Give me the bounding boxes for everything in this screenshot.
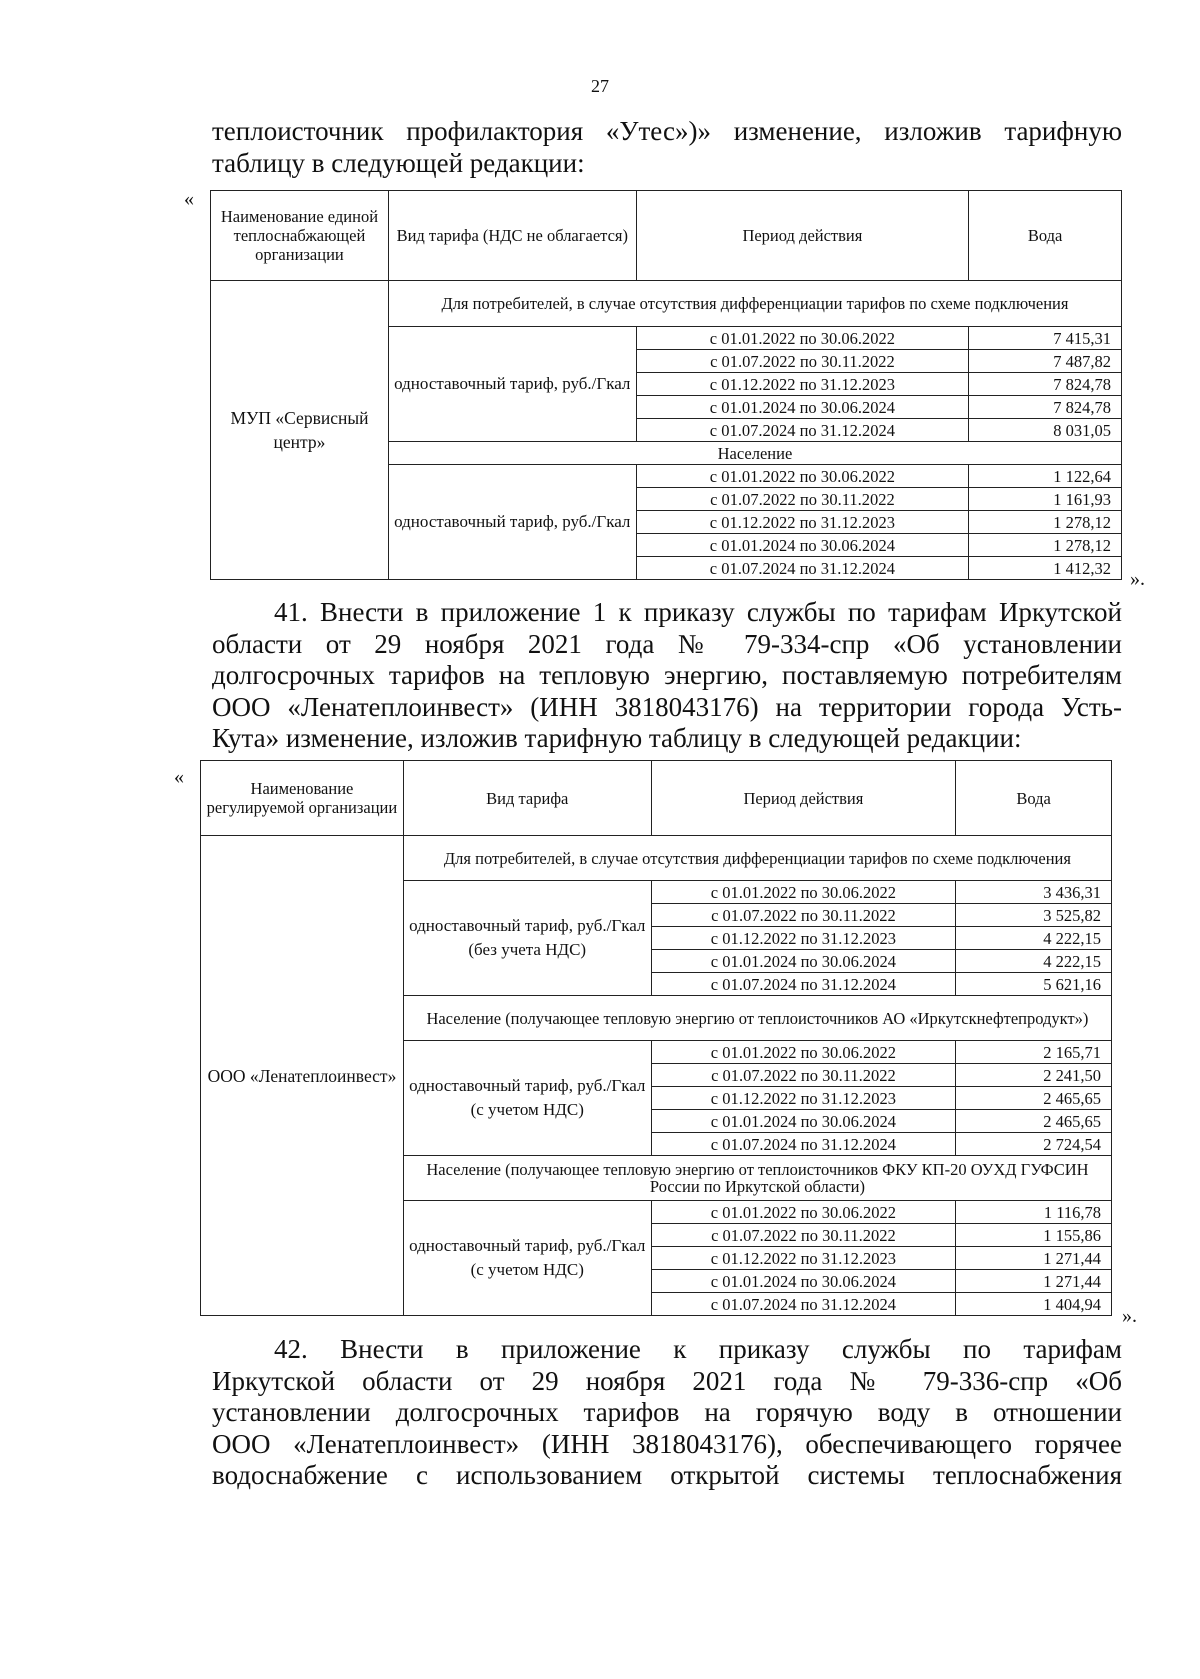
- period-cell: с 01.07.2024 по 31.12.2024: [651, 1133, 956, 1156]
- paragraph-42-text: 42. Внести в приложение к приказу службы по тарифам: [274, 1334, 1122, 1364]
- value-cell: 2 465,65: [956, 1087, 1112, 1110]
- value-cell: 3 525,82: [956, 904, 1112, 927]
- period-cell: с 01.07.2024 по 31.12.2024: [636, 419, 969, 442]
- header-water: Вода: [956, 761, 1112, 836]
- value-cell: 4 222,15: [956, 927, 1112, 950]
- header-kind: Вид тарифа: [403, 761, 651, 836]
- value-cell: 7 824,78: [969, 373, 1122, 396]
- tariff-kind-cell: одноставочный тариф, руб./Гкал (без учета НДС): [403, 881, 651, 996]
- table1-close-quote: ».: [1130, 568, 1145, 590]
- value-cell: 7 487,82: [969, 350, 1122, 373]
- section-title: Население: [388, 442, 1121, 465]
- section-title: Население (получающее тепловую энергию от теплоисточников АО «Иркутскнефтепродукт»): [403, 996, 1111, 1041]
- value-cell: 2 465,65: [956, 1110, 1112, 1133]
- table1-open-quote: «: [184, 188, 194, 210]
- period-cell: с 01.07.2024 по 31.12.2024: [651, 973, 956, 996]
- value-cell: 2 241,50: [956, 1064, 1112, 1087]
- period-cell: с 01.01.2022 по 30.06.2022: [651, 881, 956, 904]
- table2-open-quote: «: [174, 766, 184, 788]
- period-cell: с 01.07.2022 по 30.11.2022: [636, 488, 969, 511]
- value-cell: 7 824,78: [969, 396, 1122, 419]
- value-cell: 3 436,31: [956, 881, 1112, 904]
- intro-line: таблицу в следующей редакции:: [212, 147, 585, 178]
- header-water: Вода: [969, 191, 1122, 281]
- paragraph-42-line: установлении долгосрочных тарифов на горячую воду в отношении: [212, 1397, 1122, 1427]
- period-cell: с 01.12.2022 по 31.12.2023: [651, 1247, 956, 1270]
- paragraph-41-text: 41. Внести в приложение 1 к приказу службы по тарифам Иркутской: [274, 597, 1122, 627]
- tariff-table-1: [210, 190, 1122, 580]
- tariff-kind-cell: одноставочный тариф, руб./Гкал: [388, 465, 636, 580]
- period-cell: с 01.01.2022 по 30.06.2022: [636, 465, 969, 488]
- period-cell: с 01.07.2022 по 30.11.2022: [651, 904, 956, 927]
- period-cell: с 01.01.2024 по 30.06.2024: [651, 950, 956, 973]
- period-cell: с 01.07.2022 по 30.11.2022: [651, 1064, 956, 1087]
- value-cell: 2 165,71: [956, 1041, 1112, 1064]
- period-cell: с 01.07.2024 по 31.12.2024: [636, 557, 969, 580]
- value-cell: 2 724,54: [956, 1133, 1112, 1156]
- period-cell: с 01.07.2022 по 30.11.2022: [636, 350, 969, 373]
- header-kind: Вид тарифа (НДС не облагается): [388, 191, 636, 281]
- section-title: Для потребителей, в случае отсутствия дифференциации тарифов по схеме подключения: [388, 281, 1121, 327]
- header-org: Наименование единой теплоснабжающей организации: [211, 191, 389, 281]
- org-name-cell: МУП «Сервисный центр»: [211, 281, 389, 580]
- value-cell: 1 155,86: [956, 1224, 1112, 1247]
- tariff-table-2: [200, 760, 1112, 1316]
- tariff-kind-cell: одноставочный тариф, руб./Гкал: [388, 327, 636, 442]
- value-cell: 1 412,32: [969, 557, 1122, 580]
- paragraph-42-line: Иркутской области от 29 ноября 2021 года № 79-336-спр «Об: [212, 1365, 1122, 1396]
- value-cell: 1 271,44: [956, 1270, 1112, 1293]
- period-cell: с 01.12.2022 по 31.12.2023: [636, 373, 969, 396]
- value-cell: 1 404,94: [956, 1293, 1112, 1316]
- header-period: Период действия: [651, 761, 956, 836]
- paragraph-41-line: ООО «Ленатеплоинвест» (ИНН 3818043176) на территории города Усть-: [212, 691, 1122, 722]
- value-cell: 1 278,12: [969, 511, 1122, 534]
- intro-line: теплоисточник профилактория «Утес»)» изменение, изложив тарифную: [212, 116, 1122, 146]
- paragraph-41-line: [212, 597, 1122, 629]
- value-cell: 4 222,15: [956, 950, 1112, 973]
- paragraph-41-line: Кута» изменение, изложив тарифную таблицу в следующей редакции:: [212, 723, 1022, 753]
- period-cell: с 01.01.2024 по 30.06.2024: [636, 534, 969, 557]
- paragraph-42-line: водоснабжение с использованием открытой системы теплоснабжения: [212, 1460, 1122, 1490]
- period-cell: с 01.12.2022 по 31.12.2023: [651, 1087, 956, 1110]
- page-number: 27: [591, 76, 609, 96]
- paragraph-41-line: области от 29 ноября 2021 года № 79-334-спр «Об установлении: [212, 628, 1122, 659]
- value-cell: 1 278,12: [969, 534, 1122, 557]
- paragraph-42-line: [212, 1334, 1122, 1366]
- value-cell: 8 031,05: [969, 419, 1122, 442]
- period-cell: с 01.01.2024 по 30.06.2024: [651, 1110, 956, 1133]
- value-cell: 1 271,44: [956, 1247, 1112, 1270]
- org-name-cell: ООО «Ленатеплоинвест»: [201, 836, 404, 1316]
- header-period: Период действия: [636, 191, 969, 281]
- value-cell: 1 116,78: [956, 1201, 1112, 1224]
- table2-close-quote: ».: [1122, 1305, 1137, 1327]
- value-cell: 1 122,64: [969, 465, 1122, 488]
- paragraph-42: [212, 1334, 1122, 1492]
- paragraph-42-line: ООО «Ленатеплоинвест» (ИНН 3818043176), обеспечивающего горячее: [212, 1428, 1122, 1459]
- tariff-kind-cell: одноставочный тариф, руб./Гкал (с учетом НДС): [403, 1201, 651, 1316]
- period-cell: с 01.01.2024 по 30.06.2024: [651, 1270, 956, 1293]
- period-cell: с 01.07.2024 по 31.12.2024: [651, 1293, 956, 1316]
- header-org: Наименование регулируемой организации: [201, 761, 404, 836]
- value-cell: 1 161,93: [969, 488, 1122, 511]
- tariff-kind-cell: одноставочный тариф, руб./Гкал (с учетом НДС): [403, 1041, 651, 1156]
- period-cell: с 01.12.2022 по 31.12.2023: [636, 511, 969, 534]
- period-cell: с 01.01.2022 по 30.06.2022: [651, 1041, 956, 1064]
- value-cell: 7 415,31: [969, 327, 1122, 350]
- paragraph-41-line: долгосрочных тарифов на тепловую энергию, поставляемую потребителям: [212, 660, 1122, 690]
- period-cell: с 01.07.2022 по 30.11.2022: [651, 1224, 956, 1247]
- period-cell: с 01.12.2022 по 31.12.2023: [651, 927, 956, 950]
- paragraph-41: [212, 597, 1122, 755]
- period-cell: с 01.01.2022 по 30.06.2022: [651, 1201, 956, 1224]
- intro-paragraph: [212, 116, 1122, 179]
- period-cell: с 01.01.2022 по 30.06.2022: [636, 327, 969, 350]
- section-title: Для потребителей, в случае отсутствия дифференциации тарифов по схеме подключения: [403, 836, 1111, 881]
- section-title: Население (получающее тепловую энергию от теплоисточников ФКУ КП-20 ОУХД ГУФСИН России по Иркутской области): [403, 1156, 1111, 1201]
- period-cell: с 01.01.2024 по 30.06.2024: [636, 396, 969, 419]
- value-cell: 5 621,16: [956, 973, 1112, 996]
